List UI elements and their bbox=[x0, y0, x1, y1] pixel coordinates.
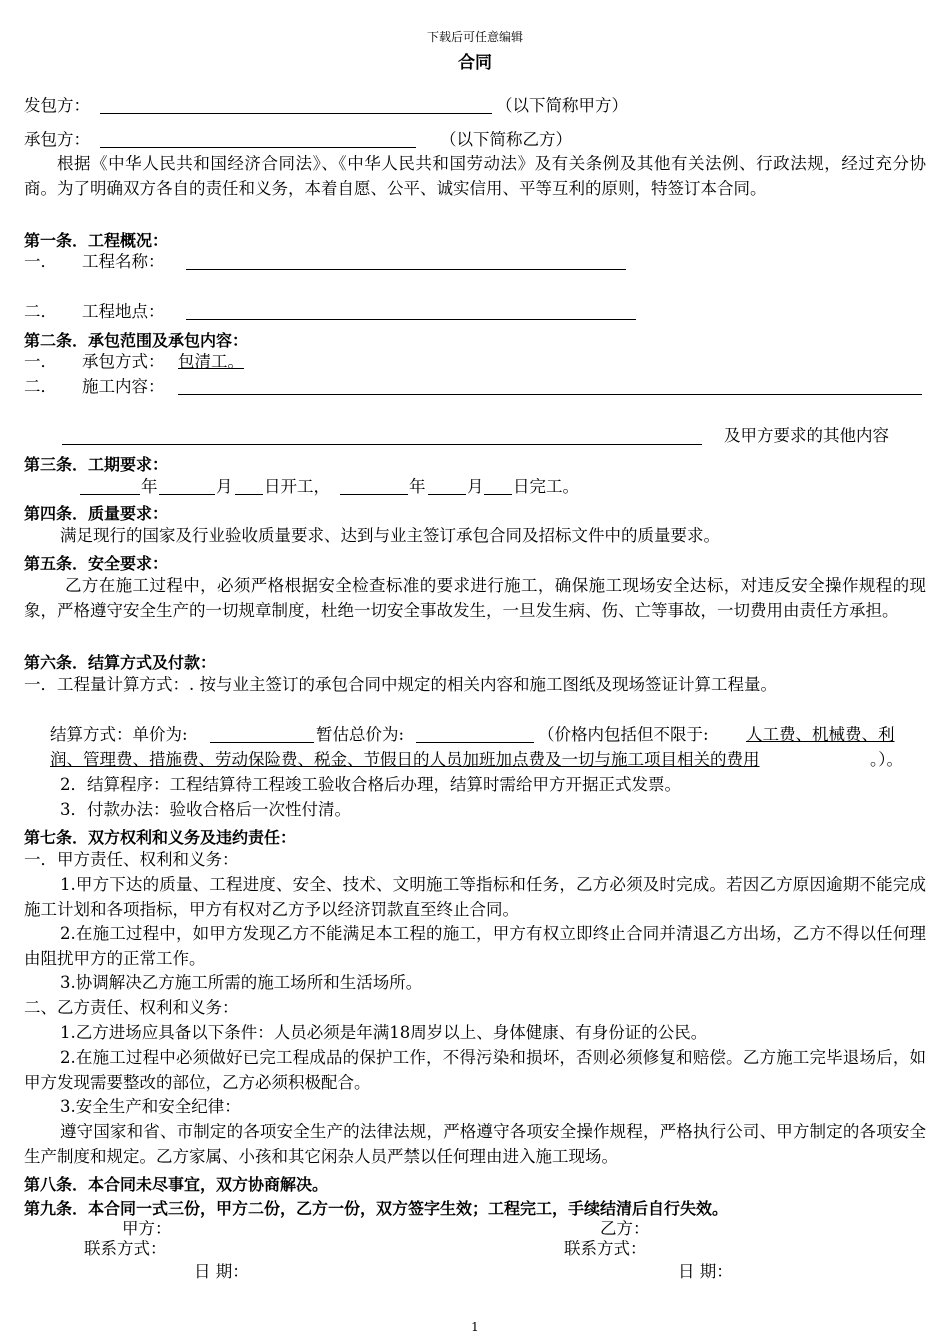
start-month-blank[interactable] bbox=[159, 494, 215, 495]
subcontractor-suffix: （以下简称乙方） bbox=[440, 130, 572, 149]
party-b-date-label: 日 期： bbox=[678, 1262, 733, 1281]
price-note-close: 。）。 bbox=[870, 750, 903, 769]
art1-item1-no: 一． bbox=[24, 252, 57, 271]
party-a-contact-label: 联系方式： bbox=[84, 1239, 167, 1258]
party-a-duty-3: 3.协调解决乙方施工所需的施工场所和生活场所。 bbox=[60, 973, 423, 992]
party-a-duty-1: 1.甲方下达的质量、工程进度、安全、技术、文明施工等指标和任务，乙方必须及时完成。若因乙方原因逾期不能完成施工计划和各项指标，甲方有权对乙方予以经济罚款直至终止合同。 bbox=[24, 875, 926, 919]
article-8-heading: 第八条．本合同未尽事宜，双方协商解决。 bbox=[24, 1175, 329, 1194]
subcontractor-label: 承包方： bbox=[24, 130, 90, 149]
price-items-2: 润、管理费、措施费、劳动保险费、税金、节假日的人员加班加点费及一切与施工项目相关的费用 bbox=[50, 750, 760, 769]
start-month-unit: 月 bbox=[216, 477, 233, 496]
party-b-contact-label: 联系方式： bbox=[564, 1239, 647, 1258]
safety-text: 乙方在施工过程中，必须严格根据安全检查标准的要求进行施工，确保施工现场安全达标，对违反安全操作规程的现象，严格遵守安全生产的一切规章制度，杜绝一切安全事故发生，一旦发生病、伤、亡等事故，一切费用由责任方承担。 bbox=[24, 576, 926, 620]
party-b-duty-2: 2.在施工过程中必须做好已完工程成品的保护工作，不得污染和损坏，否则必须修复和赔偿。乙方施工完毕退场后，如甲方发现需要整改的部位，乙方必须积极配合。 bbox=[24, 1048, 926, 1092]
settle-procedure: 2．结算程序：工程结算待工程竣工验收合格后办理，结算时需给甲方开据正式发票。 bbox=[60, 775, 681, 794]
document-title: 合同 bbox=[458, 53, 492, 73]
party-b-signature-label: 乙方： bbox=[600, 1219, 650, 1238]
end-month-blank[interactable] bbox=[428, 494, 466, 495]
art2-item2-no: 二． bbox=[24, 377, 57, 396]
start-year-unit: 年 bbox=[141, 477, 158, 496]
quantity-method: 一．工程量计算方式：. 按与业主签订的承包合同中规定的相关内容和施工图纸及现场签证计算工程量。 bbox=[24, 675, 777, 694]
end-day-unit: 日完工。 bbox=[513, 477, 579, 496]
work-content-blank-2[interactable] bbox=[62, 444, 702, 445]
article-1-heading: 第一条．工程概况： bbox=[24, 231, 169, 250]
settle-label: 结算方式：单价为: bbox=[50, 725, 188, 744]
end-day-blank[interactable] bbox=[484, 494, 512, 495]
article-3-heading: 第三条．工期要求： bbox=[24, 455, 169, 474]
preamble: 根据《中华人民共和国经济合同法》、《中华人民共和国劳动法》及有关条例及其他有关法例、行政法规，经过充分协商。为了明确双方各自的责任和义务，本着自愿、公平、诚实信用、平等互利的原则，特签订本合同。 bbox=[24, 154, 926, 198]
page-number: 1 bbox=[471, 1320, 479, 1334]
project-location-blank[interactable] bbox=[186, 319, 636, 320]
art1-item2-no: 二． bbox=[24, 302, 57, 321]
party-a-signature-label: 甲方： bbox=[122, 1219, 172, 1238]
article-2-heading: 第二条．承包范围及承包内容： bbox=[24, 331, 249, 350]
contractor-suffix: （以下简称甲方） bbox=[496, 96, 628, 115]
project-name-label: 工程名称： bbox=[82, 252, 165, 271]
end-year-unit: 年 bbox=[409, 477, 426, 496]
work-content-label: 施工内容： bbox=[82, 377, 165, 396]
project-name-blank[interactable] bbox=[186, 269, 626, 270]
article-4-heading: 第四条．质量要求： bbox=[24, 504, 169, 523]
end-year-blank[interactable] bbox=[340, 494, 408, 495]
party-a-duties-title: 一．甲方责任、权利和义务： bbox=[24, 850, 239, 869]
header-note: 下载后可任意编辑 bbox=[426, 30, 523, 44]
work-content-blank-1[interactable] bbox=[178, 394, 922, 395]
quality-text: 满足现行的国家及行业验收质量要求、达到与业主签订承包合同及招标文件中的质量要求。 bbox=[60, 526, 720, 545]
price-items-1: 人工费、机械费、利 bbox=[746, 725, 895, 744]
art2-item1-no: 一． bbox=[24, 352, 57, 371]
safety-discipline-text: 遵守国家和省、市制定的各项安全生产的法律法规，严格遵守各项安全操作规程，严格执行公司、甲方制定的各项安全生产制度和规定。乙方家属、小孩和其它闲杂人员严禁以任何理由进入施工现场。 bbox=[24, 1122, 926, 1166]
subcontractor-blank[interactable] bbox=[100, 147, 416, 148]
project-location-label: 工程地点： bbox=[82, 302, 165, 321]
start-day-unit: 日开工， bbox=[264, 477, 330, 496]
article-5-heading: 第五条．安全要求： bbox=[24, 554, 169, 573]
payment-method: 3．付款办法：验收合格后一次性付清。 bbox=[60, 800, 351, 819]
unit-price-blank[interactable] bbox=[210, 742, 314, 743]
party-b-duty-3: 3.安全生产和安全纪律： bbox=[60, 1097, 241, 1116]
article-7-heading: 第七条．双方权利和义务及违约责任： bbox=[24, 828, 297, 847]
article-6-heading: 第六条．结算方式及付款： bbox=[24, 653, 217, 672]
contractor-label: 发包方： bbox=[24, 96, 90, 115]
end-month-unit: 月 bbox=[467, 477, 484, 496]
price-note-open: （价格内包括但不限于: bbox=[538, 725, 709, 744]
contract-mode-label: 承包方式： bbox=[82, 352, 165, 371]
article-9-heading: 第九条．本合同一式三份，甲方二份，乙方一份，双方签字生效；工程完工，手续结清后自行失效。 bbox=[24, 1199, 729, 1218]
start-year-blank[interactable] bbox=[80, 494, 140, 495]
start-day-blank[interactable] bbox=[235, 494, 263, 495]
contractor-blank[interactable] bbox=[100, 113, 492, 114]
party-b-duties-title: 二、乙方责任、权利和义务： bbox=[24, 998, 239, 1017]
work-content-tail: 及甲方要求的其他内容 bbox=[724, 426, 889, 445]
party-a-date-label: 日 期： bbox=[194, 1262, 249, 1281]
contract-mode-value: 包清工。 bbox=[178, 352, 244, 371]
estimate-label: 暂估总价为: bbox=[316, 725, 405, 744]
party-a-duty-2: 2.在施工过程中，如甲方发现乙方不能满足本工程的施工，甲方有权立即终止合同并清退乙方出场，乙方不得以任何理由阻扰甲方的正常工作。 bbox=[24, 924, 926, 968]
estimate-blank[interactable] bbox=[416, 742, 534, 743]
party-b-duty-1: 1.乙方进场应具备以下条件：人员必须是年满18周岁以上、身体健康、有身份证的公民。 bbox=[60, 1023, 708, 1042]
